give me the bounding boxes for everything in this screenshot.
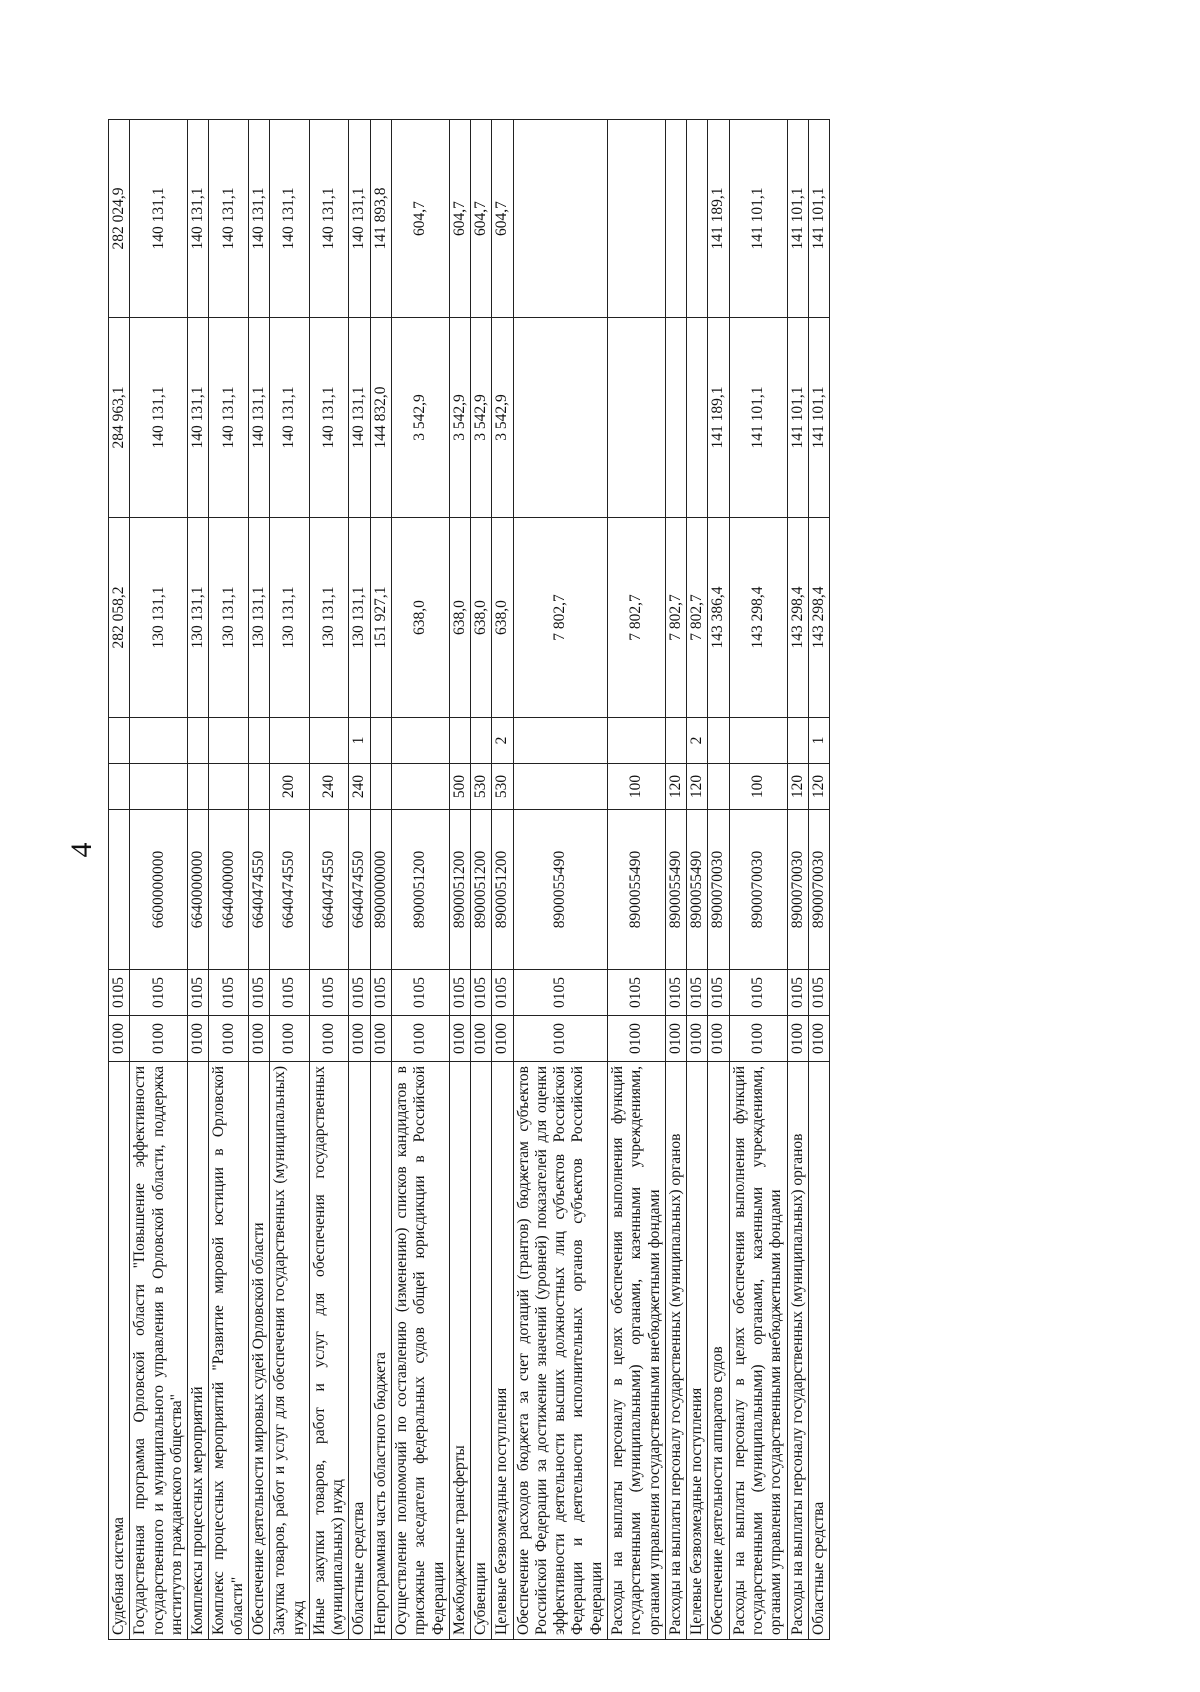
row-value-1: 7 802,7: [513, 518, 607, 718]
row-vr: 530: [492, 764, 513, 810]
row-value-2: 3 542,9: [449, 318, 470, 518]
table-row: [808, 120, 829, 1640]
row-name: Расходы на выплаты персоналу в целях обеспечения выполнения функций государственными (муниципальными) органами, казенными учреждениями, органами управления государственными внебюджетными фондами: [608, 1062, 666, 1640]
row-razdel: 0100: [687, 1016, 708, 1062]
row-vr: [513, 764, 607, 810]
row-vr: 500: [449, 764, 470, 810]
row-mark: 2: [687, 718, 708, 764]
row-value-3: [513, 120, 607, 318]
row-value-1: 130 131,1: [270, 518, 310, 718]
row-mark: [665, 718, 686, 764]
row-razdel: 0100: [513, 1016, 607, 1062]
budget-table-body: [109, 120, 830, 1640]
row-name: Судебная система: [109, 1062, 130, 1640]
row-name: Расходы на выплаты персоналу государственных (муниципальных) органов: [787, 1062, 808, 1640]
row-razdel: 0100: [370, 1016, 391, 1062]
row-podrazdel: 0105: [729, 970, 787, 1016]
row-value-2: 140 131,1: [209, 318, 249, 518]
row-razdel: 0100: [130, 1016, 188, 1062]
rotated-table-container: [108, 120, 1068, 1640]
table-row: [449, 120, 470, 1640]
row-value-1: 638,0: [391, 518, 449, 718]
row-value-2: 141 101,1: [787, 318, 808, 518]
row-csr: 6640400000: [209, 810, 249, 970]
row-mark: [391, 718, 449, 764]
row-mark: [708, 718, 729, 764]
row-razdel: 0100: [608, 1016, 666, 1062]
row-value-2: 3 542,9: [492, 318, 513, 518]
row-vr: 240: [349, 764, 370, 810]
row-value-1: 143 298,4: [787, 518, 808, 718]
row-podrazdel: 0105: [708, 970, 729, 1016]
row-mark: [471, 718, 492, 764]
row-value-3: 141 101,1: [787, 120, 808, 318]
row-name: Иные закупки товаров, работ и услуг для обеспечения государственных (муниципальных) нужд: [309, 1062, 349, 1640]
row-name: Целевые безвозмездные поступления: [687, 1062, 708, 1640]
row-csr: 8900070030: [787, 810, 808, 970]
row-razdel: 0100: [449, 1016, 470, 1062]
row-name: Обеспечение деятельности аппаратов судов: [708, 1062, 729, 1640]
row-value-1: 130 131,1: [130, 518, 188, 718]
row-value-1: 7 802,7: [608, 518, 666, 718]
row-vr: 100: [608, 764, 666, 810]
row-value-1: 130 131,1: [188, 518, 209, 718]
row-name: Комплекс процессных мероприятий "Развитие мировой юстиции в Орловской области": [209, 1062, 249, 1640]
row-value-2: 284 963,1: [109, 318, 130, 518]
row-value-3: 141 101,1: [808, 120, 829, 318]
row-value-3: [608, 120, 666, 318]
row-csr: 8900051200: [471, 810, 492, 970]
table-row: [188, 120, 209, 1640]
row-value-3: 282 024,9: [109, 120, 130, 318]
row-razdel: 0100: [391, 1016, 449, 1062]
table-row: [665, 120, 686, 1640]
row-value-1: 130 131,1: [309, 518, 349, 718]
row-value-1: 7 802,7: [665, 518, 686, 718]
row-podrazdel: 0105: [471, 970, 492, 1016]
row-podrazdel: 0105: [665, 970, 686, 1016]
row-mark: [309, 718, 349, 764]
row-value-3: 604,7: [449, 120, 470, 318]
row-razdel: 0100: [248, 1016, 269, 1062]
row-name: Закупка товаров, работ и услуг для обеспечения государственных (муниципальных) нужд: [270, 1062, 310, 1640]
row-value-2: 140 131,1: [309, 318, 349, 518]
row-csr: 8900051200: [391, 810, 449, 970]
row-vr: [370, 764, 391, 810]
row-vr: [248, 764, 269, 810]
row-value-2: 140 131,1: [349, 318, 370, 518]
row-vr: 240: [309, 764, 349, 810]
row-podrazdel: 0105: [787, 970, 808, 1016]
table-row: [608, 120, 666, 1640]
row-name: Расходы на выплаты персоналу государственных (муниципальных) органов: [665, 1062, 686, 1640]
row-value-3: 141 101,1: [729, 120, 787, 318]
budget-table: [108, 119, 830, 1640]
row-name: Межбюджетные трансферты: [449, 1062, 470, 1640]
row-csr: 6600000000: [130, 810, 188, 970]
row-vr: 120: [665, 764, 686, 810]
row-value-2: [665, 318, 686, 518]
row-vr: [708, 764, 729, 810]
table-row: [349, 120, 370, 1640]
row-csr: 8900055490: [608, 810, 666, 970]
row-razdel: 0100: [471, 1016, 492, 1062]
row-podrazdel: 0105: [248, 970, 269, 1016]
row-name: Государственная программа Орловской области "Повышение эффективности государственного и муниципального управления в Орловской области, поддержка институтов гражданского общества": [130, 1062, 188, 1640]
row-value-1: 143 298,4: [729, 518, 787, 718]
table-row: [513, 120, 607, 1640]
row-podrazdel: 0105: [309, 970, 349, 1016]
row-value-2: [608, 318, 666, 518]
row-podrazdel: 0105: [349, 970, 370, 1016]
row-name: Обеспечение деятельности мировых судей Орловской области: [248, 1062, 269, 1640]
row-vr: [109, 764, 130, 810]
table-row: [687, 120, 708, 1640]
row-podrazdel: 0105: [391, 970, 449, 1016]
row-csr: 6640000000: [188, 810, 209, 970]
table-row: [209, 120, 249, 1640]
row-mark: 1: [349, 718, 370, 764]
row-name: Целевые безвозмездные поступления: [492, 1062, 513, 1640]
row-csr: 8900055490: [513, 810, 607, 970]
row-csr: 8900070030: [808, 810, 829, 970]
table-row: [109, 120, 130, 1640]
row-name: Областные средства: [349, 1062, 370, 1640]
row-csr: 8900000000: [370, 810, 391, 970]
row-csr: 6640474550: [309, 810, 349, 970]
row-mark: [729, 718, 787, 764]
row-podrazdel: 0105: [270, 970, 310, 1016]
row-mark: [449, 718, 470, 764]
row-vr: 100: [729, 764, 787, 810]
row-razdel: 0100: [665, 1016, 686, 1062]
row-razdel: 0100: [349, 1016, 370, 1062]
row-value-1: 151 927,1: [370, 518, 391, 718]
table-row: [708, 120, 729, 1640]
row-mark: [209, 718, 249, 764]
row-value-2: 3 542,9: [471, 318, 492, 518]
row-value-3: 604,7: [471, 120, 492, 318]
row-mark: [248, 718, 269, 764]
row-value-3: 604,7: [391, 120, 449, 318]
row-podrazdel: 0105: [370, 970, 391, 1016]
table-row: [309, 120, 349, 1640]
row-value-1: 282 058,2: [109, 518, 130, 718]
row-csr: 8900051200: [492, 810, 513, 970]
row-podrazdel: 0105: [209, 970, 249, 1016]
row-razdel: 0100: [492, 1016, 513, 1062]
row-value-2: 140 131,1: [248, 318, 269, 518]
row-csr: 8900051200: [449, 810, 470, 970]
row-name: Обеспечение расходов бюджета за счет дотаций (грантов) бюджетам субъектов Российской Федерации за достижение значений (уровней) показателей для оценки эффективности деятельности высших должностных лиц субъектов Российской Федерации и деятельности исполнительных органов субъектов Российской Федерации: [513, 1062, 607, 1640]
row-value-1: 130 131,1: [349, 518, 370, 718]
row-razdel: 0100: [209, 1016, 249, 1062]
row-value-2: [513, 318, 607, 518]
row-mark: [787, 718, 808, 764]
row-value-3: 140 131,1: [270, 120, 310, 318]
row-value-1: 143 386,4: [708, 518, 729, 718]
row-value-1: 638,0: [492, 518, 513, 718]
row-value-2: 141 101,1: [808, 318, 829, 518]
row-podrazdel: 0105: [492, 970, 513, 1016]
table-row: [492, 120, 513, 1640]
row-razdel: 0100: [309, 1016, 349, 1062]
table-row: [248, 120, 269, 1640]
row-value-3: 140 131,1: [130, 120, 188, 318]
row-razdel: 0100: [808, 1016, 829, 1062]
row-value-2: 144 832,0: [370, 318, 391, 518]
row-mark: 2: [492, 718, 513, 764]
row-podrazdel: 0105: [188, 970, 209, 1016]
row-value-3: 140 131,1: [188, 120, 209, 318]
row-razdel: 0100: [708, 1016, 729, 1062]
row-value-3: 140 131,1: [248, 120, 269, 318]
row-vr: [391, 764, 449, 810]
row-razdel: 0100: [729, 1016, 787, 1062]
row-name: Осуществление полномочий по составлению (изменению) списков кандидатов в присяжные заседатели федеральных судов общей юрисдикции в Российской Федерации: [391, 1062, 449, 1640]
row-vr: 200: [270, 764, 310, 810]
row-csr: 6640474550: [248, 810, 269, 970]
row-vr: [209, 764, 249, 810]
row-podrazdel: 0105: [808, 970, 829, 1016]
row-razdel: 0100: [188, 1016, 209, 1062]
row-value-3: 604,7: [492, 120, 513, 318]
row-value-2: 140 131,1: [270, 318, 310, 518]
row-vr: 120: [687, 764, 708, 810]
row-csr: 6640474550: [349, 810, 370, 970]
row-vr: 120: [787, 764, 808, 810]
row-value-1: 130 131,1: [248, 518, 269, 718]
table-row: [391, 120, 449, 1640]
table-row: [130, 120, 188, 1640]
row-podrazdel: 0105: [608, 970, 666, 1016]
row-podrazdel: 0105: [687, 970, 708, 1016]
table-row: [270, 120, 310, 1640]
row-csr: 8900070030: [708, 810, 729, 970]
row-value-2: 140 131,1: [130, 318, 188, 518]
table-row: [729, 120, 787, 1640]
row-podrazdel: 0105: [109, 970, 130, 1016]
row-value-1: 130 131,1: [209, 518, 249, 718]
row-value-3: 140 131,1: [209, 120, 249, 318]
row-mark: [109, 718, 130, 764]
row-vr: 120: [808, 764, 829, 810]
row-podrazdel: 0105: [449, 970, 470, 1016]
row-mark: [188, 718, 209, 764]
row-csr: 8900055490: [665, 810, 686, 970]
row-razdel: 0100: [270, 1016, 310, 1062]
row-csr: 6640474550: [270, 810, 310, 970]
row-vr: 530: [471, 764, 492, 810]
row-value-3: 141 189,1: [708, 120, 729, 318]
row-mark: 1: [808, 718, 829, 764]
row-razdel: 0100: [787, 1016, 808, 1062]
row-value-2: [687, 318, 708, 518]
row-value-2: 3 542,9: [391, 318, 449, 518]
row-value-3: [665, 120, 686, 318]
row-csr: 8900055490: [687, 810, 708, 970]
row-value-3: [687, 120, 708, 318]
row-value-2: 141 101,1: [729, 318, 787, 518]
row-csr: [109, 810, 130, 970]
row-value-2: 140 131,1: [188, 318, 209, 518]
row-name: Расходы на выплаты персоналу в целях обеспечения выполнения функций государственными (муниципальными) органами, казенными учреждениями, органами управления государственными внебюджетными фондами: [729, 1062, 787, 1640]
row-value-3: 140 131,1: [349, 120, 370, 318]
row-value-1: 7 802,7: [687, 518, 708, 718]
row-podrazdel: 0105: [513, 970, 607, 1016]
row-csr: 8900070030: [729, 810, 787, 970]
table-row: [471, 120, 492, 1640]
row-value-1: 638,0: [471, 518, 492, 718]
row-name: Областные средства: [808, 1062, 829, 1640]
table-row: [370, 120, 391, 1640]
row-podrazdel: 0105: [130, 970, 188, 1016]
row-mark: [130, 718, 188, 764]
row-mark: [370, 718, 391, 764]
row-name: Комплексы процессных мероприятий: [188, 1062, 209, 1640]
page-number: 4: [65, 842, 98, 858]
row-value-3: 141 893,8: [370, 120, 391, 318]
row-value-1: 638,0: [449, 518, 470, 718]
row-value-3: 140 131,1: [309, 120, 349, 318]
row-vr: [188, 764, 209, 810]
row-mark: [608, 718, 666, 764]
row-mark: [513, 718, 607, 764]
row-razdel: 0100: [109, 1016, 130, 1062]
row-name: Субвенции: [471, 1062, 492, 1640]
row-value-2: 141 189,1: [708, 318, 729, 518]
row-value-1: 143 298,4: [808, 518, 829, 718]
row-mark: [270, 718, 310, 764]
row-vr: [130, 764, 188, 810]
table-row: [787, 120, 808, 1640]
row-name: Непрограммная часть областного бюджета: [370, 1062, 391, 1640]
